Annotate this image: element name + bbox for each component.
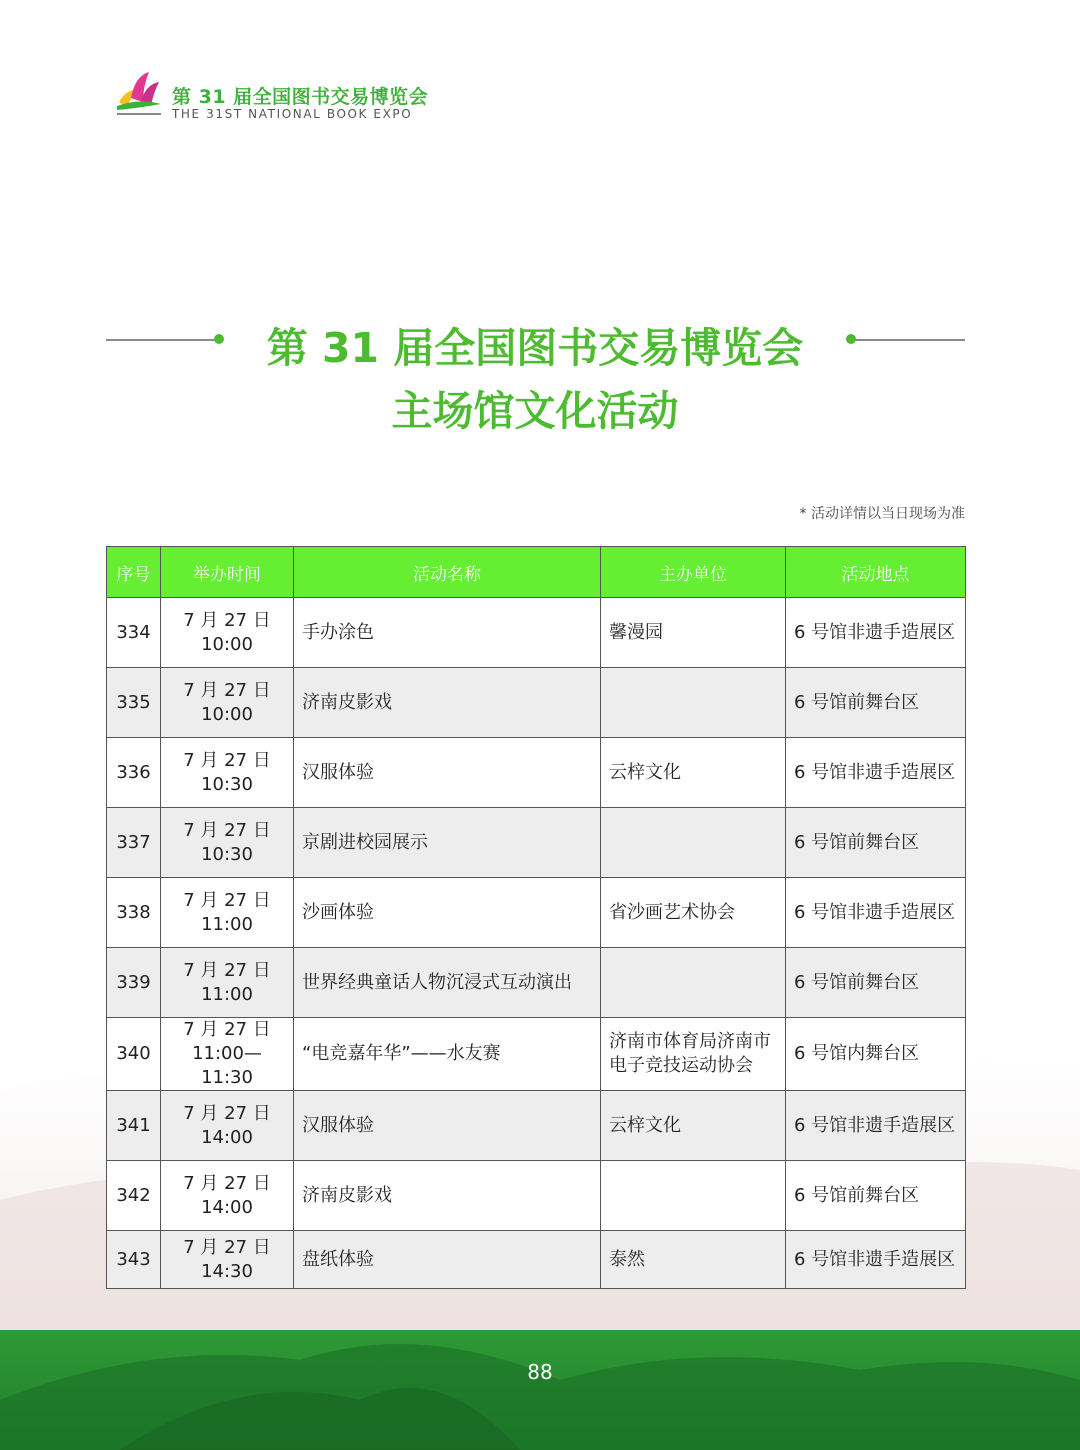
cell-org	[601, 668, 786, 738]
cell-hour: 10:30	[201, 773, 253, 795]
table-row	[107, 878, 966, 948]
cell-place: 6 号馆非遗手造展区	[786, 598, 966, 668]
cell-no: 335	[107, 668, 161, 738]
title-divider-left	[106, 339, 216, 341]
cell-name: 汉服体验	[294, 738, 601, 808]
table-row	[107, 668, 966, 738]
cell-date: 7 月 27 日	[183, 1236, 271, 1258]
cell-time	[161, 1091, 294, 1161]
header-org: 主办单位	[601, 547, 786, 598]
cell-place: 6 号馆前舞台区	[786, 1161, 966, 1231]
table-row	[107, 948, 966, 1018]
cell-no: 343	[107, 1231, 161, 1289]
cell-no: 342	[107, 1161, 161, 1231]
cell-date: 7 月 27 日	[183, 679, 271, 701]
cell-place: 6 号馆内舞台区	[786, 1018, 966, 1091]
expo-logo-icon	[113, 68, 165, 120]
cell-name: 沙画体验	[294, 878, 601, 948]
cell-org: 云梓文化	[601, 1091, 786, 1161]
cell-no: 340	[107, 1018, 161, 1091]
cell-hour: 10:00	[201, 703, 253, 725]
cell-hour: 11:00	[201, 913, 253, 935]
cell-name: 济南皮影戏	[294, 668, 601, 738]
cell-no: 338	[107, 878, 161, 948]
title-dot-left	[214, 334, 224, 344]
cell-date: 7 月 27 日	[183, 1172, 271, 1194]
cell-place: 6 号馆前舞台区	[786, 948, 966, 1018]
table-row	[107, 1231, 966, 1289]
schedule-table	[106, 546, 966, 1289]
cell-org	[601, 1161, 786, 1231]
header-time: 举办时间	[161, 547, 294, 598]
cell-place: 6 号馆非遗手造展区	[786, 1091, 966, 1161]
cell-time	[161, 738, 294, 808]
cell-hour: 14:30	[201, 1260, 253, 1282]
cell-name: 汉服体验	[294, 1091, 601, 1161]
cell-name: 世界经典童话人物沉浸式互动演出	[294, 948, 601, 1018]
table-row	[107, 598, 966, 668]
cell-place: 6 号馆前舞台区	[786, 808, 966, 878]
cell-hour: 14:00	[201, 1196, 253, 1218]
cell-org: 馨漫园	[601, 598, 786, 668]
cell-date: 7 月 27 日	[183, 749, 271, 771]
cell-org	[601, 808, 786, 878]
cell-no: 341	[107, 1091, 161, 1161]
cell-name: 手办涂色	[294, 598, 601, 668]
table-row	[107, 1091, 966, 1161]
cell-name: 盘纸体验	[294, 1231, 601, 1289]
cell-hour: 11:00	[201, 983, 253, 1005]
cell-place: 6 号馆非遗手造展区	[786, 1231, 966, 1289]
cell-org: 省沙画艺术协会	[601, 878, 786, 948]
table-row	[107, 738, 966, 808]
table-row	[107, 1161, 966, 1231]
cell-org	[601, 948, 786, 1018]
cell-name: 济南皮影戏	[294, 1161, 601, 1231]
table-row	[107, 1018, 966, 1091]
cell-date: 7 月 27 日	[183, 819, 271, 841]
footnote: * 活动详情以当日现场为准	[799, 506, 965, 522]
cell-place: 6 号馆非遗手造展区	[786, 878, 966, 948]
cell-date: 7 月 27 日	[183, 609, 271, 631]
cell-time	[161, 1161, 294, 1231]
cell-time	[161, 948, 294, 1018]
cell-no: 339	[107, 948, 161, 1018]
cell-time	[161, 808, 294, 878]
title-divider-right	[855, 339, 965, 341]
cell-time	[161, 668, 294, 738]
cell-time	[161, 878, 294, 948]
logo-title-en: THE 31ST NATIONAL BOOK EXPO	[172, 107, 413, 121]
cell-date: 7 月 27 日	[183, 889, 271, 911]
cell-hour: 14:00	[201, 1126, 253, 1148]
header-place: 活动地点	[786, 547, 966, 598]
cell-no: 336	[107, 738, 161, 808]
cell-date: 7 月 27 日	[183, 1102, 271, 1124]
cell-place: 6 号馆前舞台区	[786, 668, 966, 738]
cell-date: 7 月 27 日	[183, 1019, 271, 1040]
table-row	[107, 808, 966, 878]
cell-name: “电竞嘉年华”——水友赛	[294, 1018, 601, 1091]
cell-hour: 10:00	[201, 633, 253, 655]
cell-name: 京剧进校园展示	[294, 808, 601, 878]
cell-time	[161, 1231, 294, 1289]
cell-no: 337	[107, 808, 161, 878]
cell-date: 7 月 27 日	[183, 959, 271, 981]
cell-no: 334	[107, 598, 161, 668]
cell-time	[161, 598, 294, 668]
page-title: 第 31 届全国图书交易博览会	[266, 324, 804, 372]
header-no: 序号	[107, 547, 161, 598]
cell-org: 泰然	[601, 1231, 786, 1289]
header-name: 活动名称	[294, 547, 601, 598]
page-number: 88	[527, 1360, 553, 1384]
page-subtitle: 主场馆文化活动	[391, 387, 679, 435]
cell-org: 云梓文化	[601, 738, 786, 808]
cell-time	[161, 1018, 294, 1091]
cell-hour: 10:30	[201, 843, 253, 865]
table-header-row	[107, 547, 966, 598]
logo-title-cn: 第 31 届全国图书交易博览会	[172, 86, 429, 108]
cell-hour: 11:00— 11:30	[192, 1043, 262, 1088]
cell-place: 6 号馆非遗手造展区	[786, 738, 966, 808]
cell-org: 济南市体育局济南市电子竞技运动协会	[601, 1018, 786, 1091]
